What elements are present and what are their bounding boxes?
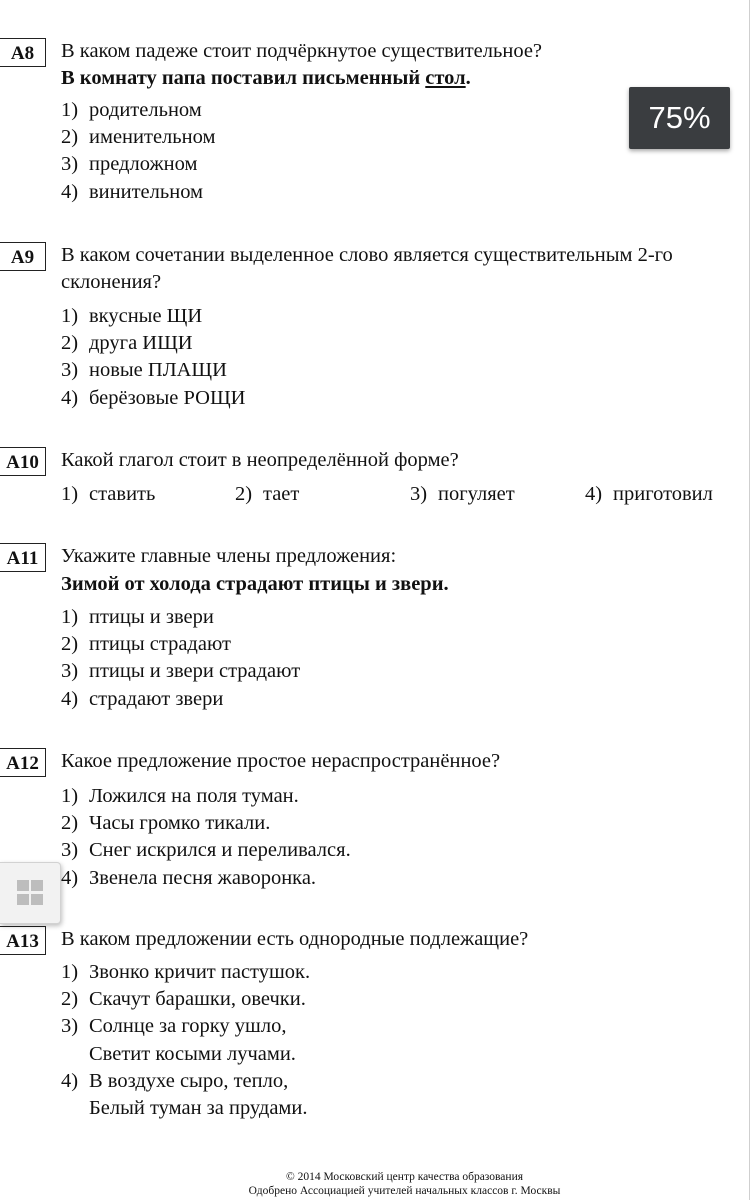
- option-number: 3): [410, 483, 428, 505]
- question-number-a8: A8: [0, 38, 46, 67]
- option-label: вкусные ЩИ: [89, 305, 203, 327]
- option-number: 1): [61, 606, 79, 628]
- option-a10-4[interactable]: [585, 481, 713, 508]
- option-label-continuation: Светит косыми лучами.: [89, 1042, 296, 1065]
- option-a8-3[interactable]: [61, 151, 215, 178]
- underlined-word: стол: [425, 67, 466, 89]
- option-a9-2[interactable]: [61, 330, 245, 357]
- question-sentence-a11: Зимой от холода страдают птицы и звери.: [61, 573, 449, 595]
- question-number-a11: A11: [0, 543, 46, 572]
- option-a12-3[interactable]: [61, 837, 351, 864]
- zoom-level-indicator: 75%: [629, 87, 730, 149]
- page-grid-button[interactable]: [0, 862, 61, 924]
- option-a13-1[interactable]: [61, 959, 310, 986]
- option-label: друга ИЩИ: [89, 332, 193, 355]
- grid-icon-cell: [31, 894, 43, 905]
- question-number-a13: A13: [0, 926, 46, 955]
- question-number-a9: A9: [0, 242, 46, 271]
- option-a10-3[interactable]: [410, 481, 515, 508]
- sentence-part: В комнату папа поставил письменный: [61, 67, 426, 89]
- option-a11-4[interactable]: [61, 686, 300, 713]
- question-sentence-a8: [61, 65, 471, 92]
- option-a12-2[interactable]: [61, 810, 351, 837]
- sentence-end: .: [465, 67, 471, 89]
- option-label: берёзовые РОЩИ: [89, 386, 246, 409]
- option-number: 4): [61, 1069, 79, 1092]
- option-number: 1): [61, 99, 79, 121]
- option-a12-1[interactable]: [61, 783, 351, 810]
- option-number: 2): [61, 332, 79, 355]
- option-label: Часы громко тикали.: [89, 812, 271, 835]
- option-number: 3): [61, 153, 79, 176]
- option-number: 4): [61, 866, 79, 889]
- option-number: 1): [61, 785, 79, 807]
- option-a9-4[interactable]: [61, 385, 245, 412]
- option-number: 2): [61, 988, 79, 1011]
- option-label: Скачут барашки, овечки.: [89, 988, 306, 1011]
- option-number: 3): [61, 1015, 79, 1038]
- option-number: 1): [61, 961, 79, 983]
- footer-copyright: © 2014 Московский центр качества образования: [285, 1171, 524, 1183]
- option-label: Солнце за горку ушло,: [89, 1015, 287, 1038]
- option-label: тает: [263, 483, 300, 505]
- option-label: птицы и звери: [89, 606, 214, 628]
- options-a13: [61, 959, 310, 1122]
- option-number: 4): [585, 483, 603, 505]
- options-a8: [61, 97, 215, 206]
- option-label: Звонко кричит пастушок.: [89, 961, 311, 983]
- option-a10-2[interactable]: [235, 481, 299, 508]
- option-a8-2[interactable]: [61, 124, 215, 151]
- option-a11-1[interactable]: [61, 604, 300, 631]
- option-number: 1): [61, 483, 79, 505]
- option-a10-1[interactable]: [61, 481, 155, 508]
- option-a11-2[interactable]: [61, 631, 300, 658]
- option-label: родительном: [89, 99, 202, 121]
- option-a13-3[interactable]: [61, 1013, 310, 1067]
- option-label: винительном: [89, 180, 204, 203]
- option-number: 4): [61, 180, 79, 203]
- footer-approval: Одобрено Ассоциацией учителей начальных классов г. Москвы: [248, 1185, 561, 1197]
- grid-icon-cell: [17, 894, 29, 905]
- option-number: 2): [61, 126, 79, 149]
- option-label: Снег искрился и переливался.: [89, 839, 351, 862]
- option-label: Ложился на поля туман.: [89, 785, 299, 807]
- option-label: страдают звери: [89, 687, 224, 710]
- option-label: новые ПЛАЩИ: [89, 359, 227, 382]
- option-number: 2): [61, 633, 79, 656]
- option-number: 3): [61, 660, 79, 683]
- option-a11-3[interactable]: [61, 658, 300, 685]
- option-number: 4): [61, 386, 79, 409]
- option-number: 3): [61, 839, 79, 862]
- option-number: 2): [235, 483, 253, 505]
- options-a12: [61, 783, 351, 892]
- option-label: приготовил: [613, 483, 713, 505]
- question-number-a10: A10: [0, 447, 46, 476]
- option-number: 2): [61, 812, 79, 835]
- option-a13-4[interactable]: [61, 1068, 310, 1122]
- option-number: 4): [61, 687, 79, 710]
- options-a10: [61, 481, 741, 509]
- option-label: птицы и звери страдают: [89, 660, 301, 683]
- question-text-a13: В каком предложении есть однородные подлежащие?: [61, 928, 529, 950]
- option-a8-4[interactable]: [61, 179, 215, 206]
- option-a8-1[interactable]: [61, 97, 215, 124]
- option-label: именительном: [89, 126, 216, 149]
- question-text-a9: В каком сочетании выделенное слово является существительным 2-го склонения?: [61, 244, 673, 293]
- option-a9-3[interactable]: [61, 357, 245, 384]
- option-label: предложном: [89, 153, 198, 176]
- option-label: птицы страдают: [89, 633, 231, 656]
- question-text-a10: Какой глагол стоит в неопределённой форме?: [61, 449, 459, 471]
- option-a9-1[interactable]: [61, 303, 245, 330]
- grid-icon-cell: [31, 880, 43, 891]
- grid-icon-cell: [17, 880, 29, 891]
- option-a12-4[interactable]: [61, 865, 351, 892]
- option-label-continuation: Белый туман за прудами.: [89, 1097, 308, 1120]
- question-number-a12: A12: [0, 748, 46, 777]
- option-label: ставить: [89, 483, 156, 505]
- question-text-a8: В каком падеже стоит подчёркнутое существительное?: [61, 40, 543, 62]
- option-label: В воздухе сыро, тепло,: [89, 1069, 289, 1092]
- question-text-a12: Какое предложение простое нераспространённое?: [61, 750, 501, 772]
- option-a13-2[interactable]: [61, 986, 310, 1013]
- options-a9: [61, 303, 245, 412]
- option-label: погуляет: [438, 483, 515, 505]
- option-label: Звенела песня жаворонка.: [89, 866, 317, 889]
- question-text-a11: Укажите главные члены предложения:: [61, 545, 397, 567]
- option-number: 1): [61, 305, 79, 327]
- option-number: 3): [61, 359, 79, 382]
- options-a11: [61, 604, 300, 713]
